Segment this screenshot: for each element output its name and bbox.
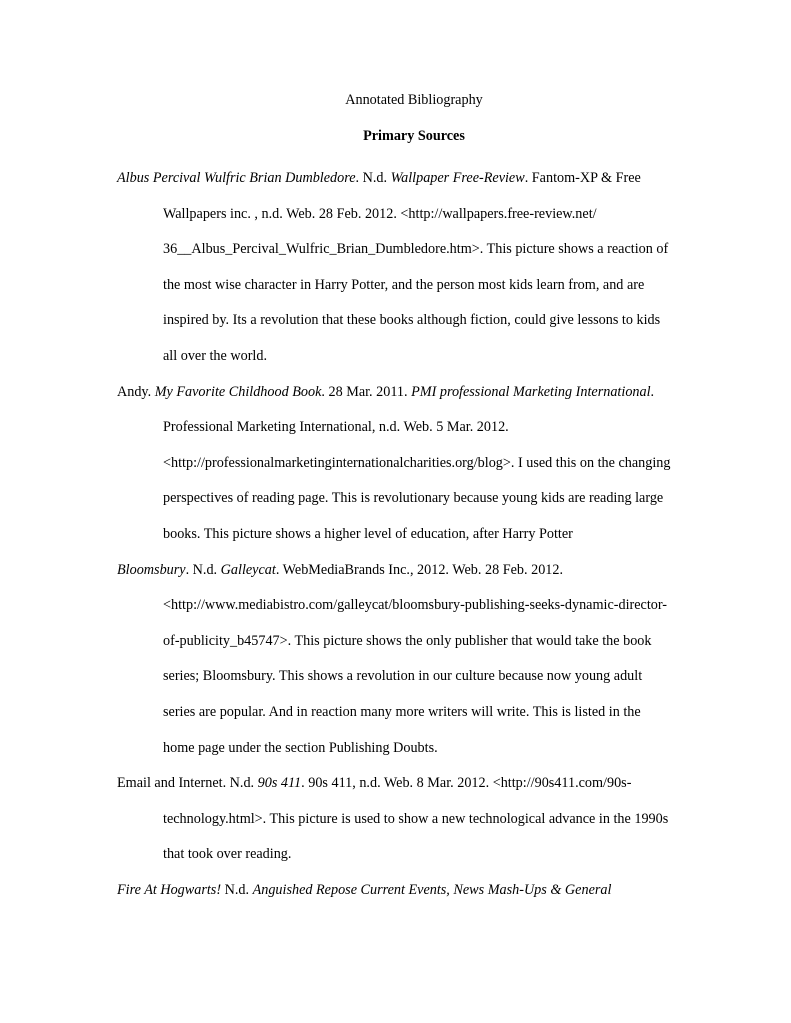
entry-text: inspired by. Its a revolution that these books although fiction, could give lessons to kids — [163, 312, 661, 329]
entry-line — [117, 161, 721, 197]
entry-line — [163, 837, 721, 873]
italic-title: Wallpaper Free-Review — [390, 170, 525, 186]
entry-text: . 90s 411, n.d. Web. 8 Mar. 2012. <http://90s411.com/90s- — [301, 775, 632, 792]
italic-title: PMI professional Marketing International — [411, 383, 651, 400]
entry-text: Email and Internet. N.d. — [117, 775, 258, 792]
entry-line — [117, 873, 721, 909]
entry-line — [117, 553, 721, 589]
entry-text: . N.d. — [355, 170, 391, 186]
italic-title: My Favorite Childhood Book — [154, 383, 322, 400]
section-heading: Primary Sources — [363, 128, 465, 144]
entry-text: . WebMediaBrands Inc., 2012. Web. 28 Feb. 2012. — [275, 561, 564, 578]
entry-line — [163, 268, 721, 304]
entry-line — [163, 588, 721, 624]
entry-line — [163, 659, 721, 695]
italic-title: Fire At Hogwarts! — [117, 881, 222, 898]
bibliography-entry — [117, 873, 721, 909]
entry-text: of-publicity_b45747>. This picture shows the only publisher that would take the book — [163, 632, 652, 649]
entry-line — [163, 731, 721, 767]
entry-line — [163, 624, 721, 660]
italic-title: Galleycat — [220, 561, 276, 578]
entry-text: books. This picture shows a higher level of education, after Harry Potter — [163, 525, 573, 542]
entry-text: . — [650, 383, 655, 400]
entry-text: home page under the section Publishing Doubts. — [163, 739, 438, 756]
entry-text: <http://professionalmarketinginternationalcharities.org/blog>. I used this on the changing — [163, 454, 671, 471]
entry-text: N.d. — [221, 881, 253, 898]
entry-text: . 28 Mar. 2011. — [321, 383, 412, 400]
entry-line — [163, 695, 721, 731]
entry-text: . Fantom-XP & Free — [524, 170, 641, 186]
bibliography-entry — [117, 553, 721, 767]
entry-line — [163, 802, 721, 838]
italic-title: Albus Percival Wulfric Brian Dumbledore — [117, 170, 356, 186]
entry-line — [163, 410, 721, 446]
italic-title: Anguished Repose Current Events, News Mash-Ups & General — [252, 881, 612, 898]
entry-text: <http://www.mediabistro.com/galleycat/bloomsbury-publishing-seeks-dynamic-director- — [163, 597, 668, 614]
bibliography-entry — [117, 375, 721, 553]
bibliography-entry — [117, 161, 721, 375]
entry-text: perspectives of reading page. This is revolutionary because young kids are reading large — [163, 490, 664, 507]
entry-line — [163, 481, 721, 517]
entry-line — [163, 446, 721, 482]
italic-title: Bloomsbury — [117, 561, 186, 578]
entry-text: all over the world. — [163, 347, 268, 364]
entry-line — [163, 517, 721, 553]
italic-title: 90s 411 — [257, 775, 302, 792]
entry-line — [163, 232, 721, 268]
entry-line — [163, 339, 721, 375]
document-title: Annotated Bibliography — [345, 92, 483, 108]
entry-text: series; Bloomsbury. This shows a revolution in our culture because now young adult — [163, 668, 643, 685]
entry-line — [163, 197, 721, 233]
entry-text: Wallpapers inc. , n.d. Web. 28 Feb. 2012. <http://wallpapers.free-review.net/ — [163, 205, 597, 222]
entry-text: Andy. — [117, 383, 155, 400]
entry-line — [117, 375, 721, 411]
entry-text: 36__Albus_Percival_Wulfric_Brian_Dumbledore.htm>. This picture shows a reaction of — [163, 241, 669, 258]
entry-text: the most wise character in Harry Potter, and the person most kids learn from, and are — [163, 276, 645, 293]
entry-text: Professional Marketing International, n.d. Web. 5 Mar. 2012. — [163, 419, 509, 436]
bibliography-entries — [117, 161, 721, 908]
entry-text: that took over reading. — [163, 846, 292, 863]
entry-text: technology.html>. This picture is used to show a new technological advance in the 1990s — [163, 810, 669, 827]
entry-line — [117, 766, 721, 802]
bibliography-entry — [117, 766, 721, 873]
entry-text: series are popular. And in reaction many more writers will write. This is listed in the — [163, 703, 641, 720]
entry-line — [163, 303, 721, 339]
entry-text: . N.d. — [185, 561, 221, 578]
